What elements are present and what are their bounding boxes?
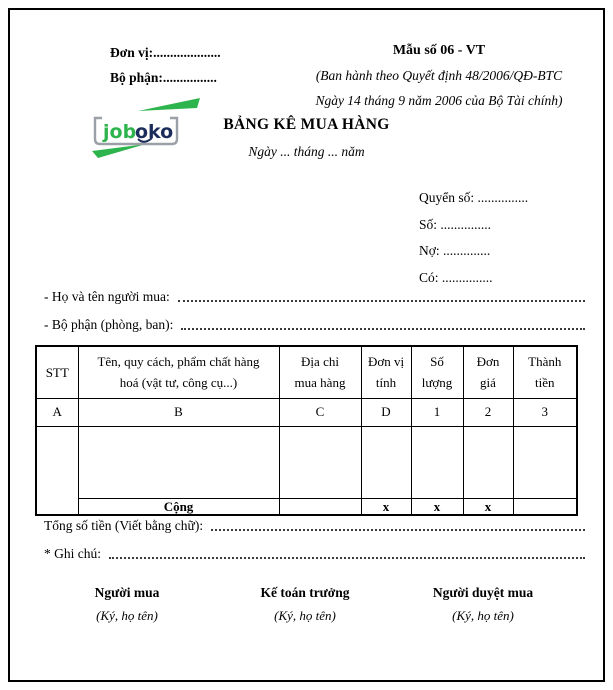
form-number: Mẫu số 06 - VT [392, 43, 486, 58]
code-cell-3: 3 [513, 398, 577, 426]
svg-text:oko: oko [135, 121, 174, 143]
signature-purchase-approver-sub: (Ký, họ tên) [452, 608, 514, 623]
reference-block [419, 185, 528, 291]
signature-chief-accountant-title: Kế toán trưởng [260, 585, 350, 600]
note-label: * Ghi chú: [44, 546, 101, 561]
buyer-name-line [44, 289, 585, 305]
title-block [0, 116, 613, 160]
code-cell-2: 2 [463, 398, 513, 426]
col-header-address: Địa chỉ mua hàng [279, 346, 361, 398]
form-date-line: Ngày ... tháng ... năm [248, 144, 365, 159]
code-cell-b: B [78, 398, 279, 426]
col-header-stt: STT [36, 346, 78, 398]
dotted-fill-line [211, 529, 585, 531]
total-amount-words-line [44, 518, 585, 534]
org-header [110, 40, 221, 90]
col-header-item: Tên, quy cách, phẩm chất hàng hoá (vật tư, công cụ...) [78, 346, 279, 398]
table-header-row [36, 346, 577, 398]
code-cell-d: D [361, 398, 411, 426]
code-cell-c: C [279, 398, 361, 426]
credit-line: Có: ............... [419, 269, 493, 285]
col-header-unit: Đơn vị tính [361, 346, 411, 398]
signature-chief-accountant-sub: (Ký, họ tên) [274, 608, 336, 623]
signature-buyer [52, 585, 202, 624]
empty-stt-cell [36, 426, 78, 515]
empty-unit-cell [361, 426, 411, 498]
signature-purchase-approver [408, 585, 558, 624]
column-code-row [36, 398, 577, 426]
dotted-fill-line [181, 328, 585, 330]
signature-buyer-sub: (Ký, họ tên) [96, 608, 158, 623]
buyer-name-label: - Họ và tên người mua: [44, 289, 170, 304]
buyer-department-line [44, 317, 585, 333]
unit-label: Đơn vị:.................... [110, 45, 221, 60]
total-amount-cell [513, 498, 577, 515]
empty-item-cell [78, 426, 279, 498]
total-unit-cell: x [361, 498, 411, 515]
signature-chief-accountant [230, 585, 380, 624]
empty-quantity-cell [411, 426, 463, 498]
debit-line: Nợ: .............. [419, 243, 491, 258]
signature-buyer-title: Người mua [94, 585, 160, 600]
total-row [36, 498, 577, 515]
svg-text:job: job [103, 121, 137, 143]
total-amount-words-label: Tổng số tiền (Viết bằng chữ): [44, 518, 204, 533]
department-label: Bộ phận:................ [110, 70, 217, 85]
empty-address-cell [279, 426, 361, 498]
number-line: Số: ............... [419, 216, 492, 232]
col-header-amount: Thành tiền [513, 346, 577, 398]
empty-price-cell [463, 426, 513, 498]
note-line [44, 546, 585, 562]
code-cell-1: 1 [411, 398, 463, 426]
total-label-cell: Cộng [78, 498, 279, 515]
book-number-line: Quyển số: ............... [419, 190, 529, 205]
col-header-quantity: Số lượng [411, 346, 463, 398]
total-quantity-cell: x [411, 498, 463, 515]
issued-line-2: Ngày 14 tháng 9 năm 2006 của Bộ Tài chính) [315, 93, 563, 108]
dotted-fill-line [178, 300, 585, 302]
form-meta [288, 38, 590, 113]
empty-entry-row [36, 426, 577, 498]
form-title: BẢNG KÊ MUA HÀNG [223, 116, 390, 133]
code-cell-a: A [36, 398, 78, 426]
dotted-fill-line [109, 557, 585, 559]
logo-top-swoosh-icon [138, 98, 200, 111]
total-address-cell [279, 498, 361, 515]
empty-amount-cell [513, 426, 577, 498]
buyer-department-label: - Bộ phận (phòng, ban): [44, 317, 174, 332]
col-header-price: Đơn giá [463, 346, 513, 398]
issued-line-1: (Ban hành theo Quyết định 48/2006/QĐ-BTC [315, 68, 563, 83]
purchase-table [35, 345, 578, 516]
signature-purchase-approver-title: Người duyệt mua [432, 585, 534, 600]
total-price-cell: x [463, 498, 513, 515]
